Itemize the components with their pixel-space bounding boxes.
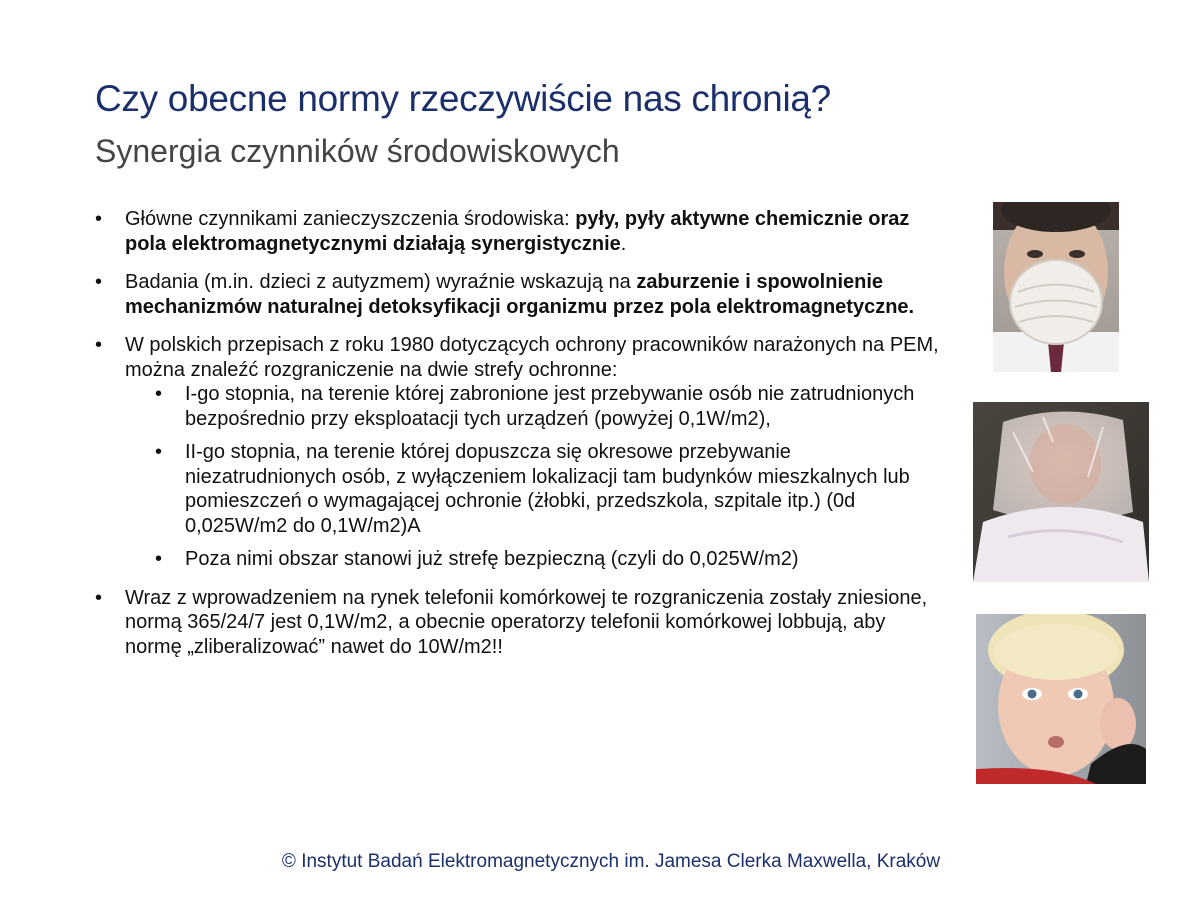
bullet-regulations-1980	[95, 333, 945, 572]
sub-bullet-safe-zone	[155, 547, 945, 572]
bullet-end: .	[620, 232, 627, 255]
sub-bullet-list	[125, 382, 945, 572]
bullet-text: Wraz z wprowadzeniem na rynek telefonii komórkowej te rozgraniczenia zostały zniesione, normą 365/24/7 jest 0,1W/m2, a obecnie operatorzy telefonii komórkowej lobbują, aby normę „zliberalizować” nawet do 10W/m2!!	[125, 586, 928, 658]
bullet-list	[95, 207, 945, 673]
bullet-pollution-factors	[95, 207, 945, 256]
bullet-research	[95, 270, 945, 319]
sub-bullet-zone-1	[155, 382, 945, 431]
slide-title: Czy obecne normy rzeczywiście nas chronią?	[95, 78, 831, 119]
man-with-dust-mask-image	[993, 202, 1119, 372]
sub-bullet-text: II-go stopnia, na terenie której dopuszcza się okresowe przebywanie niezatrudnionych osób, z wyłączeniem lokalizacji tam budynków mieszkalnych lub pomieszczeń o wymagającej ochronie (żłobki, przedszkola, szpitale itp.) (0d 0,025W/m2 do 0,1W/m2)A	[185, 441, 910, 537]
child-listening-image	[976, 614, 1146, 784]
bullet-text: Badania (m.in. dzieci z autyzmem) wyraźnie wskazują na	[125, 271, 637, 293]
sub-bullet-zone-2	[155, 440, 945, 538]
sub-bullet-text: I-go stopnia, na terenie której zabronione jest przebywanie osób nie zatrudnionych bezpośrednio przy eksploatacji tych urządzeń (powyżej 0,1W/m2),	[185, 383, 915, 430]
bullet-mobile-telephony	[95, 586, 945, 660]
bullet-bold-text: pyły, pyły aktywne chemicznie oraz pola elektromagnetycznymi działają synergistycznie	[125, 208, 910, 255]
bullet-text: Główne czynnikami zanieczyszczenia środowiska:	[125, 208, 576, 230]
bullet-bold-text: zaburzenie i spowolnienie mechanizmów naturalnej detoksyfikacji organizmu przez pola elektromagnetyczne.	[125, 271, 915, 318]
head-in-plastic-bag-image	[973, 402, 1149, 582]
slide-subtitle: Synergia czynników środowiskowych	[95, 133, 620, 169]
footer-copyright: © Instytut Badań Elektromagnetycznych im. Jamesa Clerka Maxwella, Kraków	[281, 851, 941, 872]
bullet-text: W polskich przepisach z roku 1980 dotyczących ochrony pracowników narażonych na PEM, można znaleźć rozgraniczenie na dwie strefy ochronne:	[125, 334, 939, 381]
sub-bullet-text: Poza nimi obszar stanowi już strefę bezpieczną (czyli do 0,025W/m2)	[185, 548, 799, 570]
